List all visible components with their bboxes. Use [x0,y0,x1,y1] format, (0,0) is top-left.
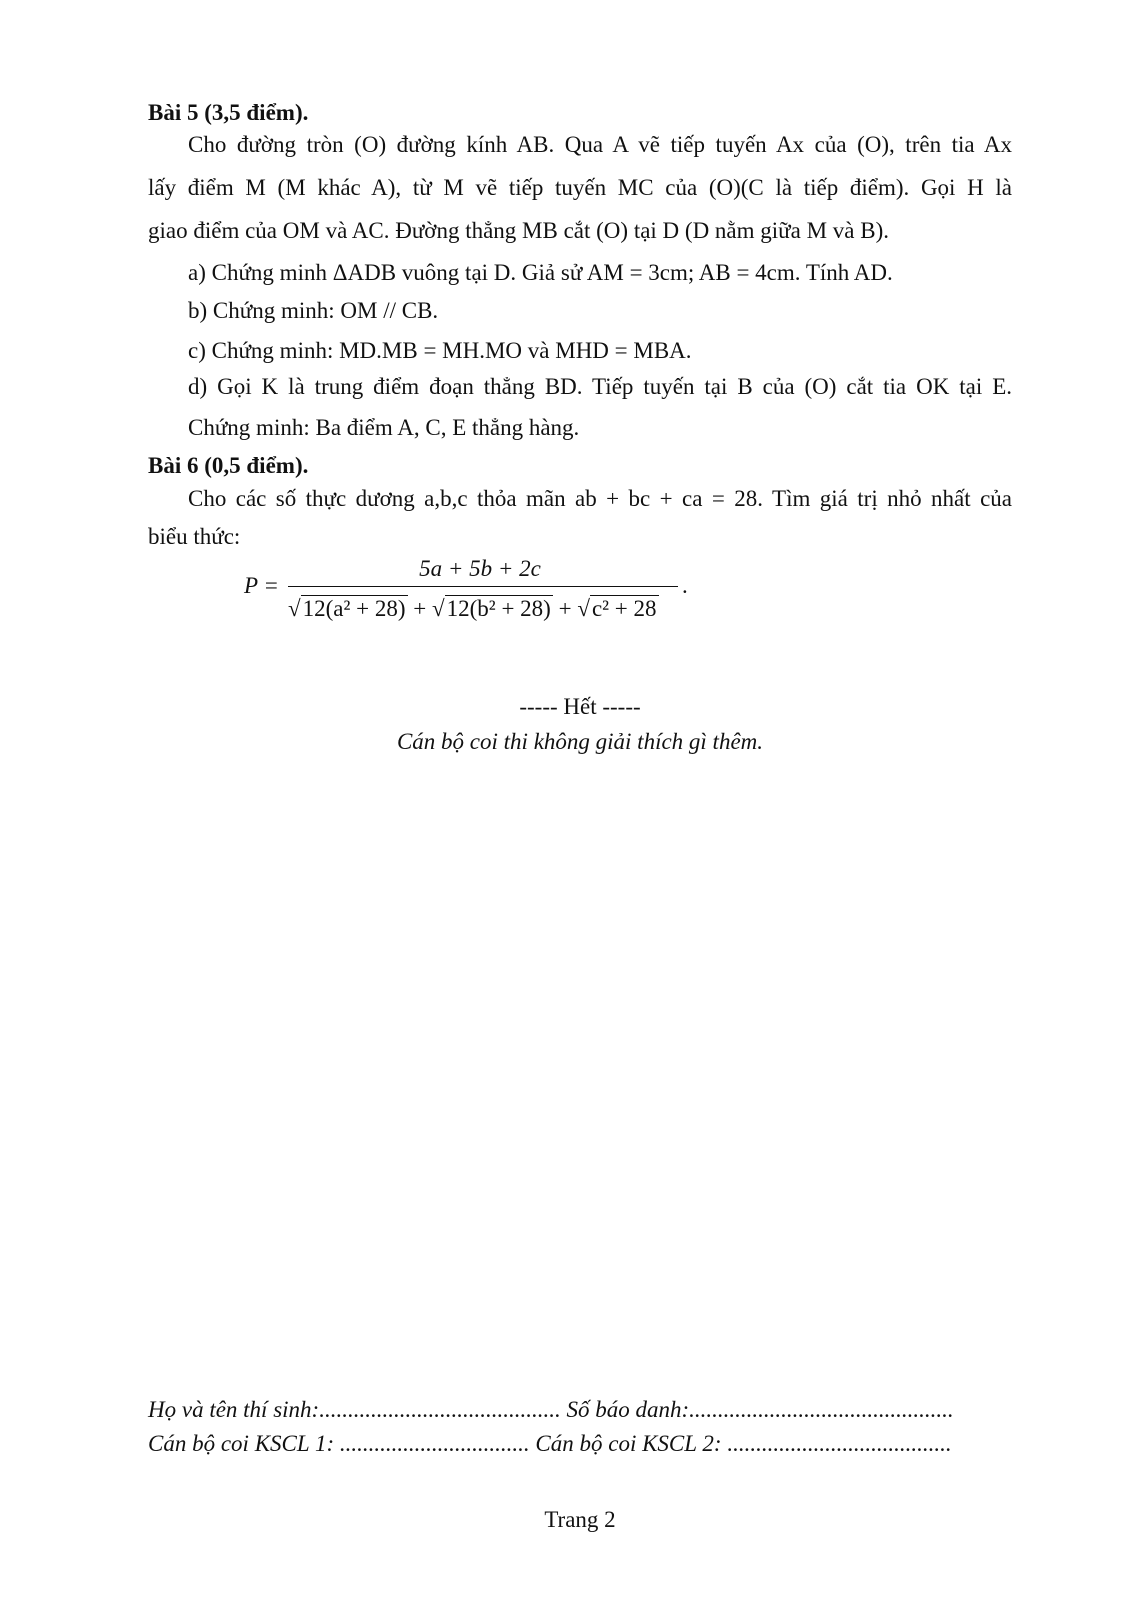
formula-den-term3: c² + 28 [591,596,657,621]
end-mark: ----- Hết ----- [519,694,641,719]
bai5-part-a: a) Chứng minh ΔADB vuông tại D. Giả sử AM = 3cm; AB = 4cm. Tính AD. [188,260,893,285]
bai5-title: Bài 5 (3,5 điểm). [148,100,309,125]
fraction-bar [288,586,678,587]
bai5-line3: giao điểm của OM và AC. Đường thẳng MB cắt (O) tại D (D nằm giữa M và B). [148,218,890,243]
bai5-part-b: b) Chứng minh: OM // CB. [188,298,439,323]
bai5-part-d-line2: Chứng minh: Ba điểm A, C, E thẳng hàng. [188,415,580,440]
formula-den-term2: 12(b² + 28) [446,596,551,621]
bai6-title: Bài 6 (0,5 điểm). [148,453,309,478]
bai6-line1: Cho các số thực dương a,b,c thỏa mãn ab + bc + ca = 28. Tìm giá trị nhỏ nhất của [188,486,1012,511]
plus-sign: + [413,596,433,621]
bai5-part-d-line1: d) Gọi K là trung điểm đoạn thẳng BD. Tiếp tuyến tại B của (O) cắt tia OK tại E. [188,374,1012,399]
page-number: Trang 2 [544,1507,616,1532]
formula-denominator [288,596,688,622]
formula-end: . [682,573,688,598]
sqrt-icon: √ [288,596,301,621]
examiner-note: Cán bộ coi thi không giải thích gì thêm. [396,729,764,754]
formula-numerator: 5a + 5b + 2c [419,556,541,581]
bai6-line2: biểu thức: [148,524,241,549]
bai5-line1: Cho đường tròn (O) đường kính AB. Qua A vẽ tiếp tuyến Ax của (O), trên tia Ax [188,132,1012,157]
candidate-info-line: Họ và tên thí sinh:.......................................... Số báo danh:.............................................. [148,1397,954,1422]
bai5-line2: lấy điểm M (M khác A), từ M vẽ tiếp tuyến MC của (O)(C là tiếp điểm). Gọi H là [148,175,1012,200]
sqrt-icon: √ [577,596,590,621]
formula-lhs: P = [244,573,279,598]
supervisor-line: Cán bộ coi KSCL 1: ................................. Cán bộ coi KSCL 2: ....................................... [148,1431,952,1456]
formula [244,556,694,636]
formula-den-term1: 12(a² + 28) [302,596,406,621]
bai5-part-c: c) Chứng minh: MD.MB = MH.MO và MHD = MBA. [188,338,692,363]
plus-sign: + [558,596,578,621]
sqrt-icon: √ [432,596,445,621]
